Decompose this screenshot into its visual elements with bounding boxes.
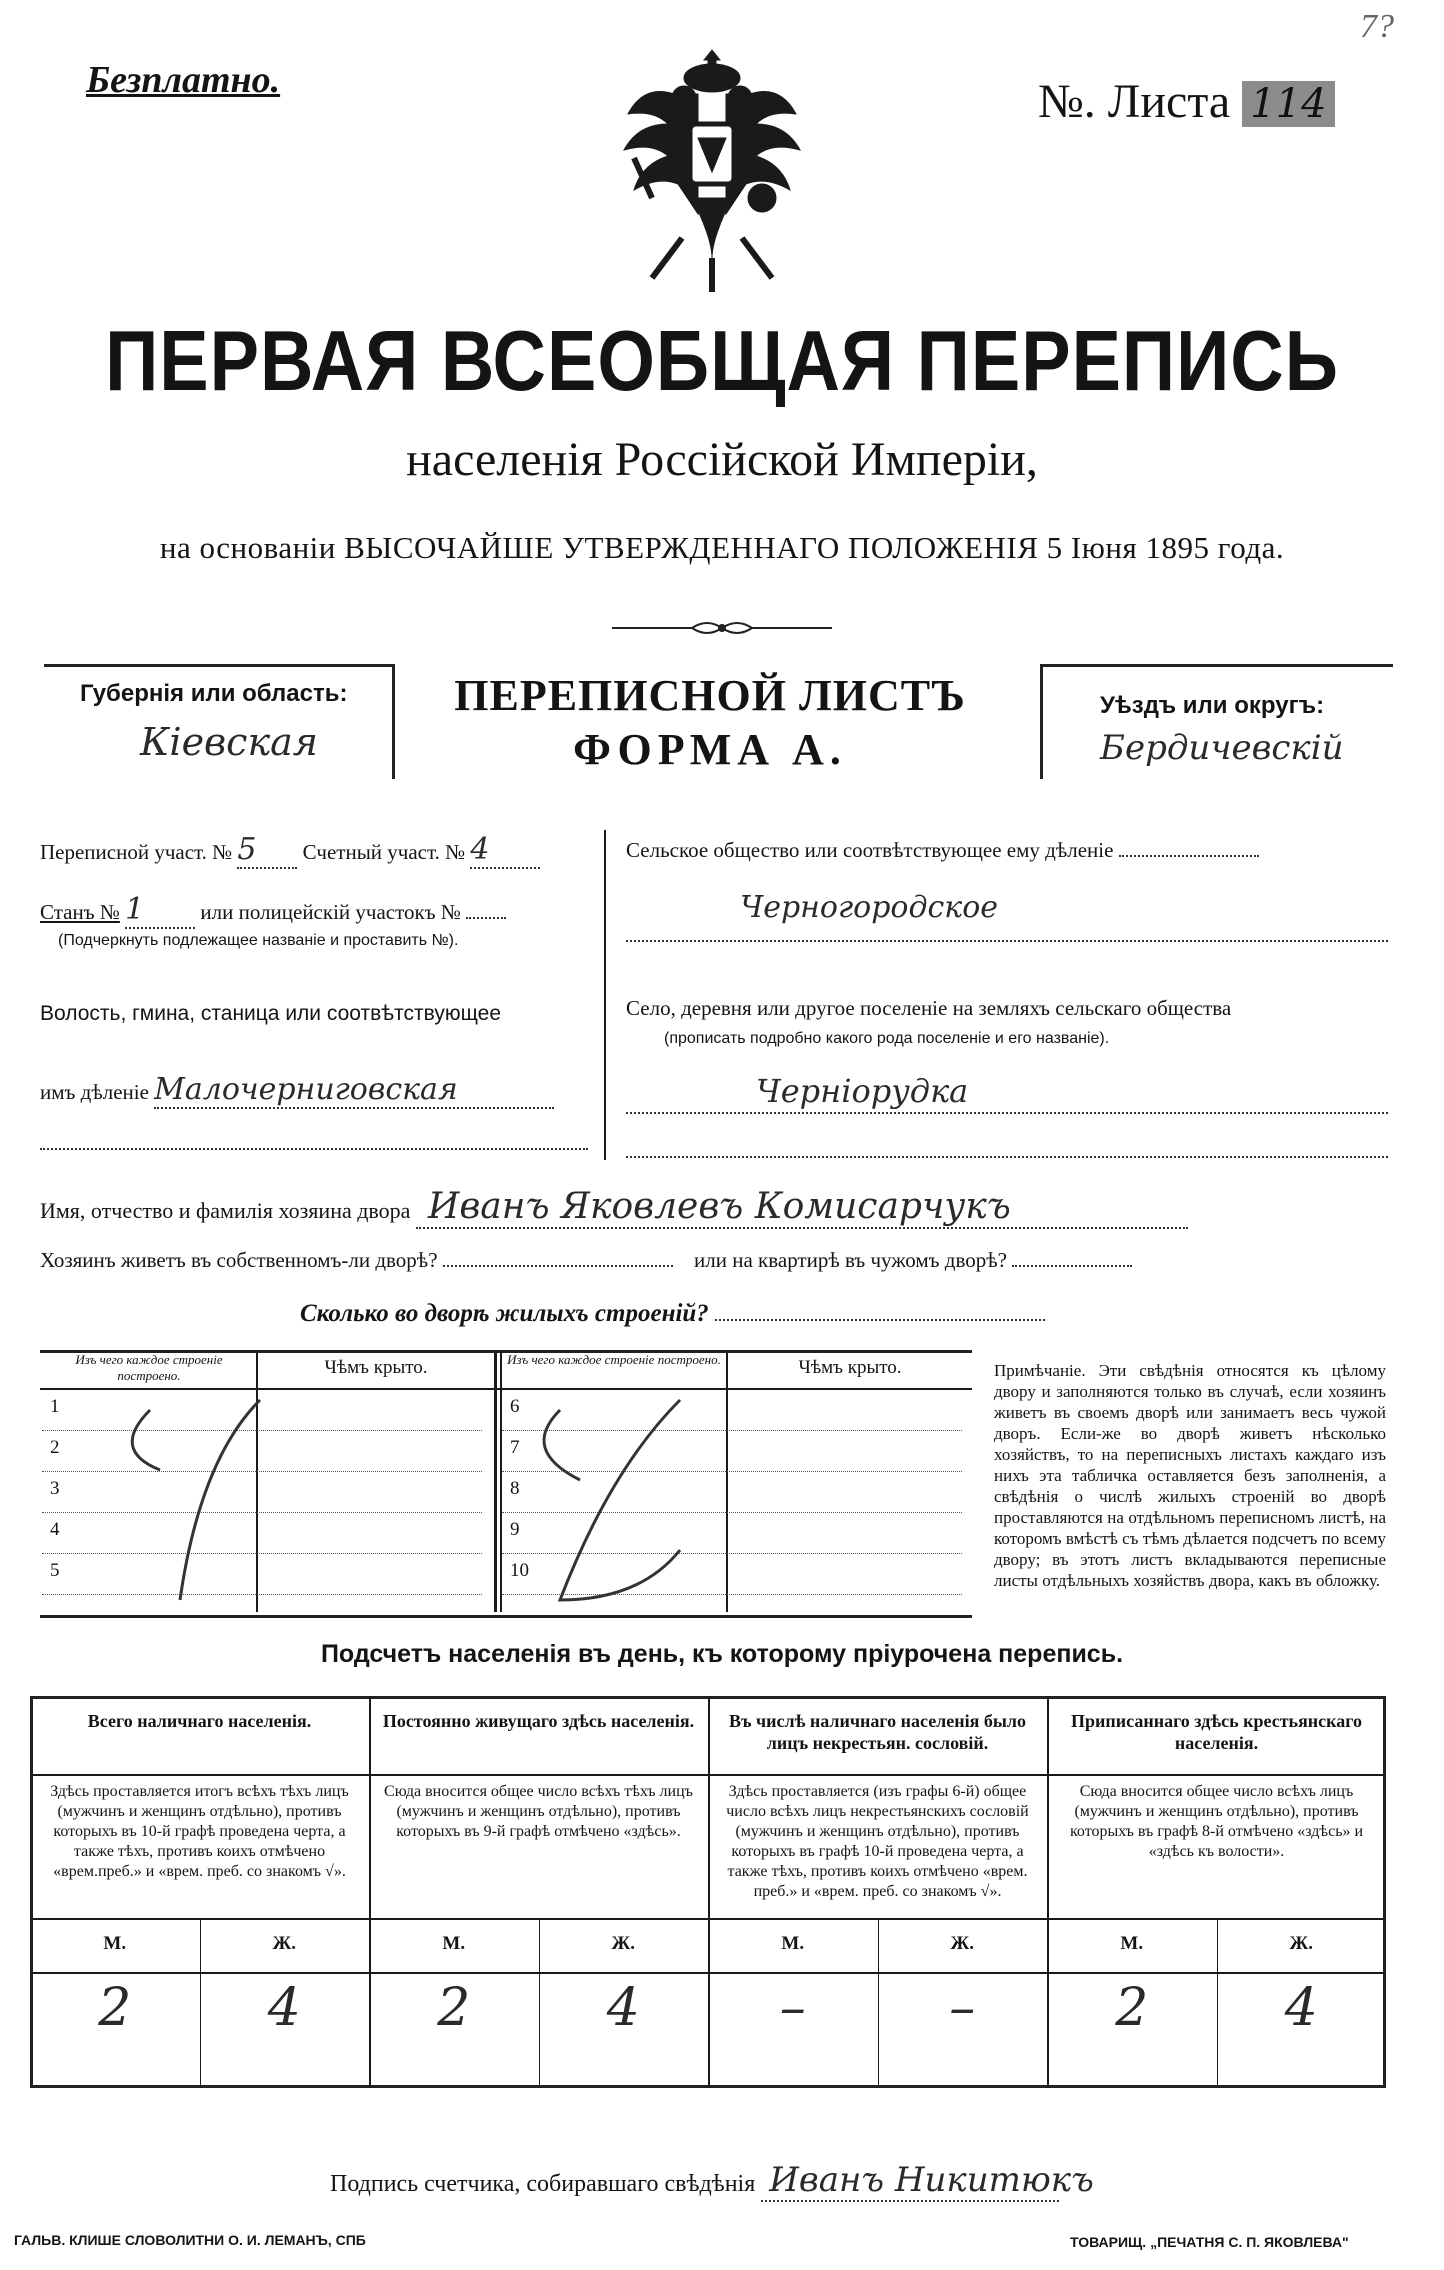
census-area-label: Переписной участ. № bbox=[40, 840, 233, 864]
volost-value: Малочерниговская bbox=[154, 1072, 554, 1109]
buildings-right-row-number: 8 bbox=[510, 1478, 520, 1499]
stan-field bbox=[40, 892, 506, 929]
volost-field bbox=[40, 1072, 554, 1109]
rented-label: или на квартирѣ въ чужомъ дворѣ? bbox=[694, 1248, 1007, 1272]
population-female-value: 4 bbox=[606, 1978, 640, 2038]
residence-field bbox=[40, 1248, 1132, 1273]
village-note: (прописать подробно какого рода поселеніе и его названіе). bbox=[664, 1030, 1110, 1047]
district-label: Уѣздъ или округъ: bbox=[1100, 692, 1325, 719]
province-value: Кіевская bbox=[140, 720, 318, 764]
buildings-col-roof-right: Чѣмъ крыто. bbox=[798, 1357, 902, 1378]
police-value-blank bbox=[466, 917, 506, 919]
column-divider bbox=[604, 830, 606, 1160]
society-label: Сельское общество или соотвѣтствующее ему дѣленіе bbox=[626, 838, 1114, 862]
owner-field bbox=[40, 1186, 1188, 1229]
population-female-label: Ж. bbox=[1289, 1933, 1314, 1954]
population-female-label: Ж. bbox=[950, 1933, 975, 1954]
society-line bbox=[1119, 855, 1259, 857]
buildings-left-row-number: 2 bbox=[50, 1437, 60, 1458]
population-male-label: М. bbox=[103, 1933, 127, 1954]
census-basis: на основаніи ВЫСОЧАЙШЕ УТВЕРЖДЕННАГО ПОЛОЖЕНІЯ 5 Іюня 1895 года. bbox=[159, 530, 1285, 565]
population-column-head: Приписаннаго здѣсь крестьянскаго населенія. bbox=[1071, 1711, 1362, 1753]
census-area-field bbox=[40, 832, 540, 869]
buildings-left-row-number: 4 bbox=[50, 1519, 60, 1540]
population-female-value: – bbox=[949, 1978, 976, 2038]
population-male-label: М. bbox=[442, 1933, 466, 1954]
rented-line bbox=[1012, 1265, 1132, 1267]
society-value: Черногородское bbox=[740, 890, 999, 925]
population-column-head: Постоянно живущаго здѣсь населенія. bbox=[382, 1711, 695, 1731]
census-main-title: ПЕРВАЯ ВСЕОБЩАЯ ПЕРЕПИСЬ bbox=[105, 312, 1339, 409]
volost-label: Волость, гмина, станица или соотвѣтствующее bbox=[40, 1002, 501, 1025]
buildings-left-row-number: 3 bbox=[50, 1478, 60, 1499]
count-area-value: 4 bbox=[470, 832, 540, 869]
population-male-value: 2 bbox=[437, 1978, 471, 2038]
population-column-head: Всего наличнаго населенія. bbox=[87, 1711, 312, 1731]
buildings-left-row-number: 5 bbox=[50, 1560, 60, 1581]
population-column-desc: Сюда вносится общее число всѣхъ лицъ (мужчинъ и женщинъ отдѣльно), противъ которыхъ въ графѣ 8-й отмѣчено «здѣсь» и «здѣсь къ волости». bbox=[1069, 1783, 1364, 1860]
buildings-right-row-number: 6 bbox=[510, 1396, 520, 1417]
corner-mark: 7? bbox=[1360, 8, 1394, 45]
buildings-right-row-number: 7 bbox=[510, 1437, 520, 1458]
buildings-line bbox=[715, 1319, 1045, 1321]
buildings-right-row-number: 10 bbox=[510, 1560, 529, 1581]
own-yard-line bbox=[443, 1265, 673, 1267]
village-line-1 bbox=[626, 1112, 1388, 1114]
population-female-value: 4 bbox=[1284, 1978, 1318, 2038]
sheet-number bbox=[1038, 74, 1335, 129]
underline-note: (Подчеркнуть подлежащее названіе и проставить №). bbox=[58, 932, 459, 949]
sheet-title: ПЕРЕПИСНОЙ ЛИСТЪ bbox=[454, 671, 966, 720]
population-column-desc: Здѣсь проставляется (изъ графы 6-й) общее число всѣхъ лицъ некрестьянскихъ сословій (мужчинъ и женщинъ отдѣльно), противъ которыхъ въ графѣ 10-й проведена черта, а также тѣхъ, противъ коихъ отмѣчено «врем. преб.» и «врем. преб. со знакомъ √». bbox=[726, 1783, 1029, 1900]
buildings-note: Примѣчаніе. Эти свѣдѣнія относятся къ цѣлому двору и заполняются только въ случаѣ, если хозяинъ живетъ въ своемъ дворѣ или занимаетъ весь чужой дворъ. Если-же во дворѣ живетъ нѣсколько хозяйствъ, то на переписныхъ листахъ каждаго изъ нихъ эта табличка оставляется безъ заполненія, а свѣдѣнія о числѣ жилыхъ строеній во дворѣ проставляются на отдѣльномъ переписномъ листѣ, на которомъ вмѣстѣ съ тѣмъ дѣлается подсчетъ по всему двору; въ этотъ листъ вкладываются переписные листы отдѣльныхъ хозяйствъ двора, какъ въ обложку. bbox=[994, 1361, 1386, 1590]
population-male-value: – bbox=[779, 1978, 806, 2038]
village-line-2 bbox=[626, 1156, 1388, 1158]
ornament-divider-icon bbox=[612, 618, 832, 638]
population-column-desc: Здѣсь проставляется итогъ всѣхъ тѣхъ лицъ (мужчинъ и женщинъ отдѣльно), противъ которыхъ въ 10-й графѣ проведена черта, а также тѣхъ, противъ коихъ отмѣчено «врем.преб.» и «врем. преб. со знакомъ √». bbox=[50, 1783, 349, 1880]
population-male-label: М. bbox=[1120, 1933, 1144, 1954]
police-label: или полицейскій участокъ № bbox=[200, 900, 461, 924]
owner-value: Иванъ Яковлевъ Комисарчукъ bbox=[416, 1186, 1188, 1229]
form-name: ФОРМА А. bbox=[573, 725, 847, 774]
population-column-head: Въ числѣ наличнаго населенія было лицъ некрестьян. сословій. bbox=[728, 1711, 1027, 1753]
population-column-divider bbox=[708, 1696, 710, 2088]
buildings-col-material-right: Изъ чего каждое строеніе построено. bbox=[507, 1352, 721, 1367]
population-column-desc: Сюда вносится общее число всѣхъ тѣхъ лицъ (мужчинъ и женщинъ отдѣльно), противъ которыхъ въ 9-й графѣ отмѣчено «здѣсь». bbox=[384, 1783, 693, 1840]
village-value: Черніорудка bbox=[756, 1072, 969, 1110]
village-label: Село, деревня или другое поселеніе на земляхъ сельскаго общества bbox=[626, 996, 1232, 1020]
volost-label-2: имъ дѣленіе bbox=[40, 1080, 149, 1104]
population-female-label: Ж. bbox=[611, 1933, 636, 1954]
buildings-col-roof-left: Чѣмъ крыто. bbox=[324, 1357, 428, 1378]
buildings-col-material-left: Изъ чего каждое строеніе построено. bbox=[75, 1352, 223, 1383]
buildings-question: Сколько во дворѣ жилыхъ строеній? bbox=[300, 1300, 1045, 1328]
province-label: Губернія или область: bbox=[80, 680, 348, 707]
sheet-number-label: №. Листа bbox=[1038, 75, 1231, 128]
population-column-divider bbox=[1047, 1696, 1049, 2088]
census-area-value: 5 bbox=[237, 832, 297, 869]
double-headed-eagle-icon bbox=[612, 48, 812, 298]
stan-label: Станъ № bbox=[40, 900, 120, 924]
owner-label: Имя, отчество и фамилія хозяина двора bbox=[40, 1198, 411, 1223]
count-area-label: Счетный участ. № bbox=[302, 840, 466, 864]
district-value: Бердичевскій bbox=[1100, 728, 1344, 768]
population-title: Подсчетъ населенія въ день, къ которому пріурочена перепись. bbox=[320, 1640, 1124, 1668]
population-female-value: 4 bbox=[267, 1978, 301, 2038]
signature-field bbox=[330, 2160, 1094, 2202]
left-imprint: ГАЛЬВ. КЛИШЕ СЛОВОЛИТНИ О. И. ЛЕМАНЪ, СПБ bbox=[14, 2232, 366, 2248]
population-male-value: 2 bbox=[98, 1978, 132, 2038]
buildings-left-row-number: 1 bbox=[50, 1396, 60, 1417]
signature-value: Иванъ Никитюкъ bbox=[761, 2160, 1059, 2202]
buildings-strike-marks bbox=[40, 1390, 972, 1610]
population-male-label: М. bbox=[781, 1933, 805, 1954]
signature-label: Подпись счетчика, собиравшаго свѣдѣнія bbox=[330, 2171, 756, 2197]
stan-value: 1 bbox=[125, 892, 195, 929]
population-male-value: 2 bbox=[1115, 1978, 1149, 2038]
buildings-right-row-number: 9 bbox=[510, 1519, 520, 1540]
free-label: Безплатно. bbox=[86, 59, 281, 101]
society-field bbox=[626, 838, 1259, 863]
right-imprint: ТОВАРИЩ. „ПЕЧАТНЯ С. П. ЯКОВЛЕВА" bbox=[1070, 2234, 1349, 2250]
volost-extra-line bbox=[40, 1148, 588, 1150]
population-column-divider bbox=[369, 1696, 371, 2088]
society-line-2 bbox=[626, 940, 1388, 942]
population-female-label: Ж. bbox=[272, 1933, 297, 1954]
sheet-number-value: 114 bbox=[1242, 81, 1334, 127]
census-subtitle: населенія Россійской Имперіи, bbox=[406, 433, 1038, 486]
own-yard-label: Хозяинъ живетъ въ собственномъ-ли дворѣ? bbox=[40, 1248, 438, 1272]
